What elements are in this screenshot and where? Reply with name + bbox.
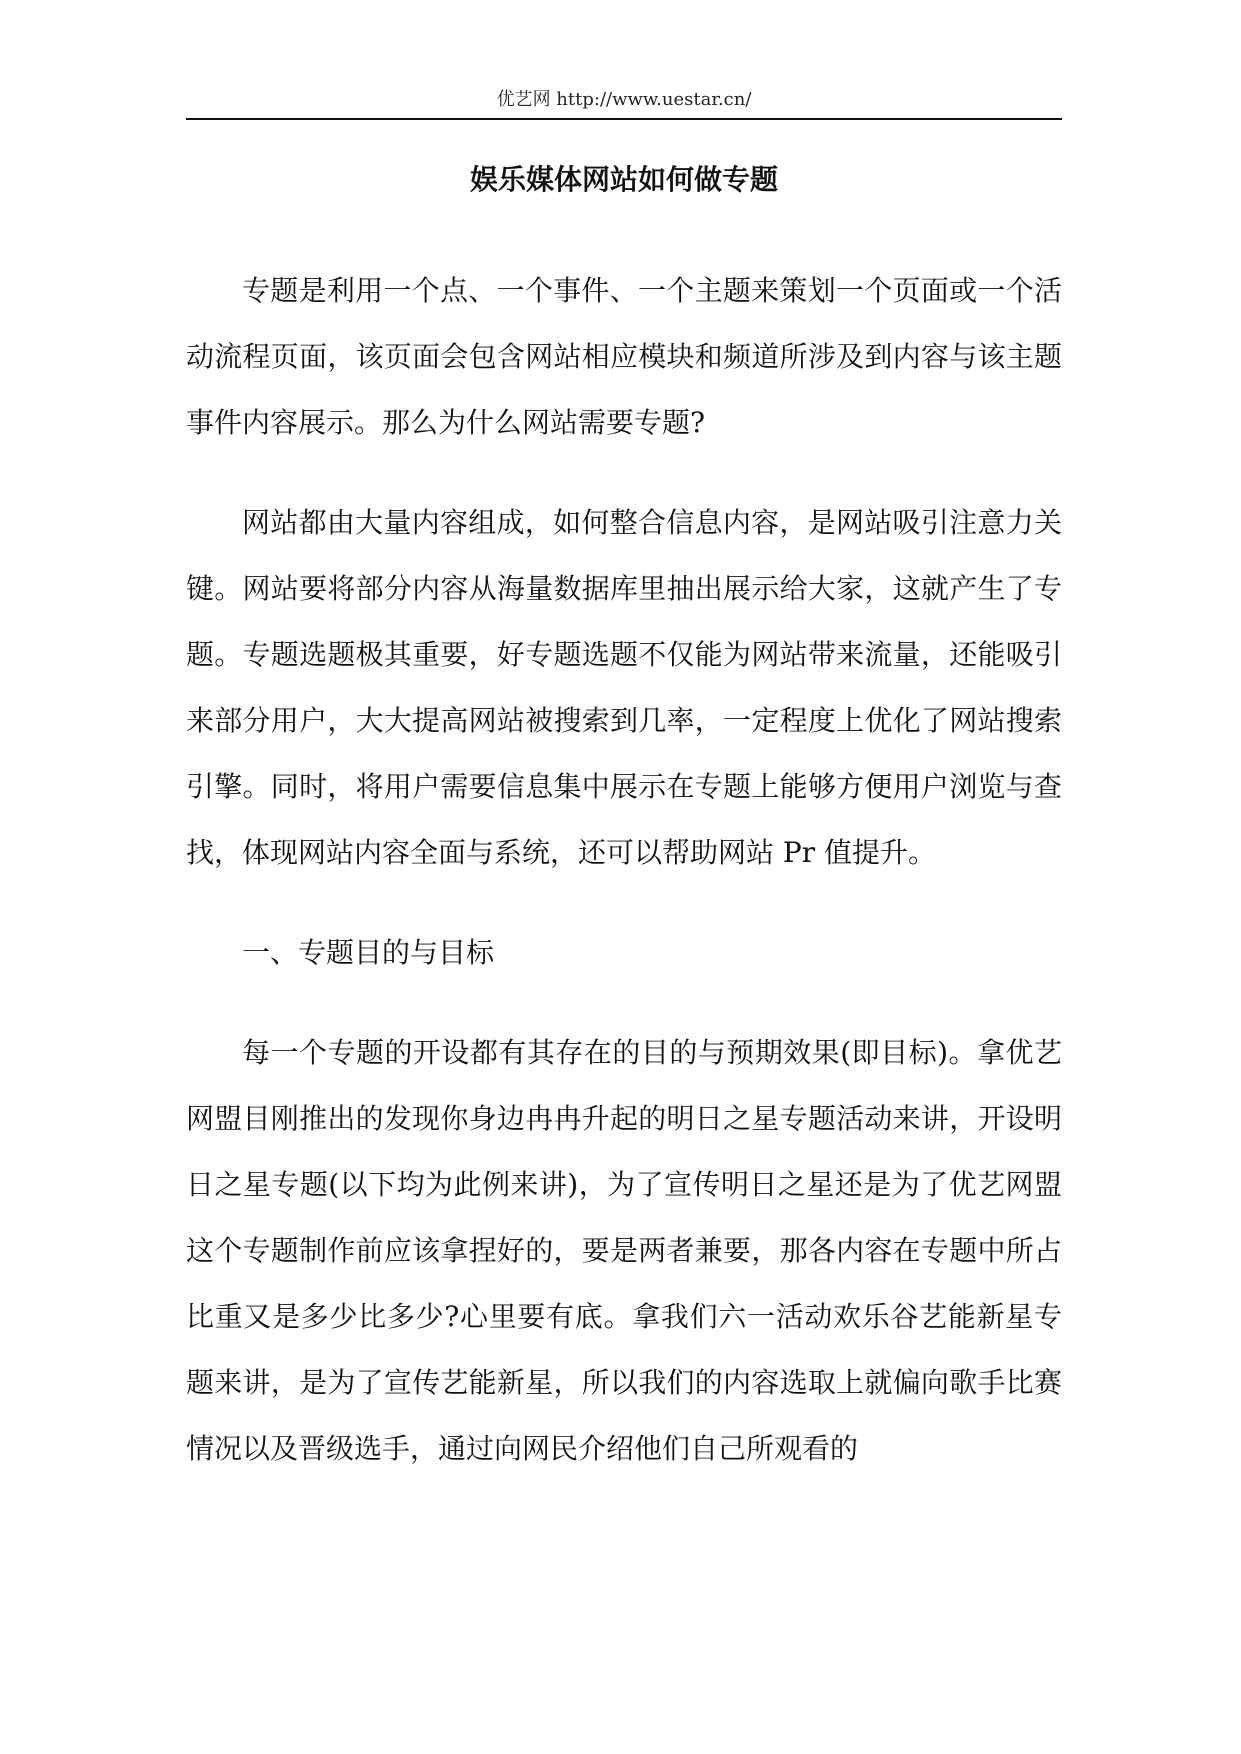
page-header	[186, 86, 1062, 120]
paragraph-goals: 每一个专题的开设都有其存在的目的与预期效果(即目标)。拿优艺网盟目刚推出的发现你身边冉冉升起的明日之星专题活动来讲，开设明日之星专题(以下均为此例来讲)，为了宣传明日之星还是为了优艺网盟这个专题制作前应该拿捏好的，要是两者兼要，那各内容在专题中所占比重又是多少比多少?心里要有底。拿我们六一活动欢乐谷艺能新星专题来讲，是为了宣传艺能新星，所以我们的内容选取上就偏向歌手比赛情况以及晋级选手，通过向网民介绍他们自己所观看的	[186, 1036, 1062, 1465]
paragraph-intro: 专题是利用一个点、一个事件、一个主题来策划一个页面或一个活动流程页面，该页面会包含网站相应模块和频道所涉及到内容与该主题事件内容展示。那么为什么网站需要专题?	[186, 274, 1062, 439]
section-heading-goals: 一、专题目的与目标	[242, 936, 495, 969]
paragraph-why-topics: 网站都由大量内容组成，如何整合信息内容，是网站吸引注意力关键。网站要将部分内容从海量数据库里抽出展示给大家，这就产生了专题。专题选题极其重要，好专题选题不仅能为网站带来流量，还能吸引来部分用户，大大提高网站被搜索到几率，一定程度上优化了网站搜索引擎。同时，将用户需要信息集中展示在专题上能够方便用户浏览与查找，体现网站内容全面与系统，还可以帮助网站 Pr 值提升。	[186, 506, 1062, 869]
paragraph-gap	[186, 986, 1062, 1020]
header-site-url: 优艺网 http://www.uestar.cn/	[496, 89, 752, 110]
paragraph-gap	[186, 456, 1062, 490]
document-title: 娱乐媒体网站如何做专题	[469, 163, 778, 196]
document-body	[186, 258, 1062, 1482]
paragraph-gap	[186, 886, 1062, 920]
